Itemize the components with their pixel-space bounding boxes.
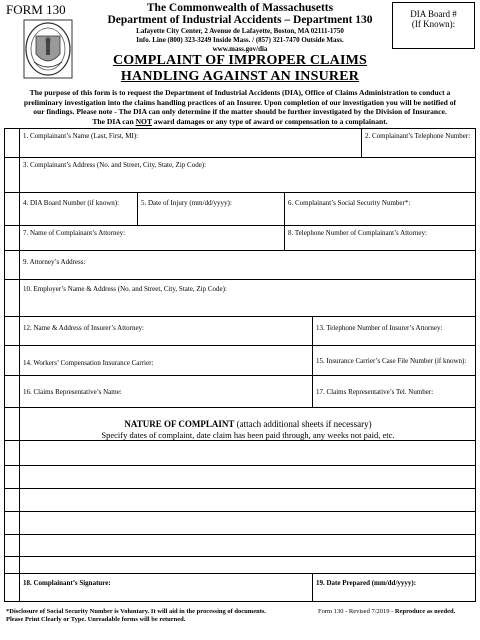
row-divider <box>4 316 476 317</box>
purpose-text: The DIA can <box>92 116 136 126</box>
column-divider <box>284 192 285 225</box>
dia-board-label-note: (If Known): <box>411 19 456 29</box>
row-divider <box>4 157 476 158</box>
date-of-injury-field[interactable]: 5. Date of Injury (mm/dd/yyyy): <box>141 199 232 207</box>
claims-rep-name-field[interactable]: 16. Claims Representative’s Name: <box>23 388 122 396</box>
dia-board-label: DIA Board # <box>410 9 457 19</box>
row-divider <box>4 407 476 408</box>
complainant-signature-field[interactable]: 18. Complainant’s Signature: <box>23 579 111 587</box>
department-phone: Info. Line (800) 323-3249 Inside Mass. / (857) 321-7470 Outside Mass. <box>136 36 344 44</box>
column-divider <box>284 225 285 250</box>
nature-of-complaint-instructions: Specify dates of complaint, date claim has been paid through, any weeks not paid, etc. <box>101 430 395 440</box>
purpose-statement <box>6 88 474 126</box>
margin-column-divider <box>19 128 20 602</box>
case-file-number-field[interactable]: 15. Insurance Carrier’s Case File Number (if known): <box>316 357 467 365</box>
form-number: FORM 130 <box>6 2 66 17</box>
row-divider <box>4 192 476 193</box>
row-divider <box>4 573 476 574</box>
column-divider <box>361 128 362 157</box>
nature-of-complaint-heading <box>20 419 476 429</box>
purpose-line: our findings. Please note - The DIA can only determine if the matter should be further investigated by the Division of Insurance. <box>33 107 447 117</box>
purpose-emphasis: NOT <box>135 116 152 126</box>
row-divider <box>4 534 476 535</box>
footer-disclosure <box>6 608 266 624</box>
row-divider <box>4 225 476 226</box>
row-divider <box>4 556 476 557</box>
department-website[interactable]: www.mass.gov/dia <box>212 45 268 53</box>
row-divider <box>4 250 476 251</box>
row-divider <box>4 279 476 280</box>
claims-rep-phone-field[interactable]: 17. Claims Representative’s Tel. Number: <box>316 388 434 396</box>
insurer-attorney-field[interactable]: 12. Name & Address of Insurer’s Attorney: <box>23 324 144 332</box>
revision-text: Form 130 - Revised 7/2019 - <box>318 608 395 615</box>
column-divider <box>312 316 313 407</box>
nature-title-note: (attach additional sheets if necessary) <box>234 419 372 429</box>
department-heading: Department of Industrial Accidents – Department 130 <box>107 14 373 26</box>
complainant-attorney-name-field[interactable]: 7. Name of Complainant’s Attorney: <box>23 229 126 237</box>
purpose-line: preliminary investigation into the claims handling practices of an Insurer. Upon completion of our investigation you will be notified of <box>23 97 457 107</box>
purpose-line: The purpose of this form is to request the Department of Industrial Accidents (DIA), Office of Claims Administration to conduct a <box>29 88 451 97</box>
row-divider <box>4 488 476 489</box>
row-divider <box>4 511 476 512</box>
department-address: Lafayette City Center, 2 Avenue de Lafayette, Boston, MA 02111-1750 <box>136 27 344 35</box>
footer-line: Please Print Clearly or Type. Unreadable forms will be returned. <box>6 616 186 623</box>
row-divider <box>4 345 476 346</box>
dia-board-number-field[interactable]: 4. DIA Board Number (if known): <box>23 199 120 207</box>
complainant-address-field[interactable]: 3. Complainant’s Address (No. and Street, City, State, Zip Code): <box>23 161 207 169</box>
commonwealth-heading: The Commonwealth of Massachusetts <box>146 2 334 14</box>
row-divider <box>4 375 476 376</box>
row-divider <box>4 440 476 441</box>
column-divider <box>312 573 313 602</box>
ssn-field[interactable]: 6. Complainant’s Social Security Number*: <box>288 199 411 207</box>
purpose-text: award damages or any type of award or compensation to a complainant. <box>151 116 388 126</box>
insurance-carrier-field[interactable]: 14. Workers’ Compensation Insurance Carrier: <box>23 359 154 367</box>
reproduce-note: Reproduce as needed. <box>394 608 456 615</box>
complainant-name-field[interactable]: 1. Complainant’s Name (Last, First, MI): <box>23 132 139 140</box>
form-title-line2: HANDLING AGAINST AN INSURER <box>120 69 360 84</box>
footer-revision <box>318 608 455 616</box>
employer-name-address-field[interactable]: 10. Employer’s Name & Address (No. and Street, City, State, Zip Code): <box>23 285 227 293</box>
complainant-phone-field[interactable]: 2. Complainant’s Telephone Number: <box>365 132 471 140</box>
column-divider <box>137 192 138 225</box>
date-prepared-field[interactable]: 19. Date Prepared (mm/dd/yyyy): <box>316 579 417 587</box>
complainant-attorney-phone-field[interactable]: 8. Telephone Number of Complainant’s Attorney: <box>288 229 427 237</box>
massachusetts-seal-icon <box>22 18 74 80</box>
purpose-line <box>6 117 474 127</box>
row-divider <box>4 465 476 466</box>
form-title-line1: COMPLAINT OF IMPROPER CLAIMS <box>112 53 368 68</box>
footer-line: *Disclosure of Social Security Number is Voluntary. It will aid in the processing of documents. <box>6 608 267 615</box>
attorney-address-field[interactable]: 9. Attorney’s Address: <box>23 258 86 266</box>
insurer-attorney-phone-field[interactable]: 13. Telephone Number of Insurer’s Attorney: <box>316 324 443 332</box>
nature-title-bold: NATURE OF COMPLAINT <box>124 419 235 429</box>
dia-board-number-box[interactable] <box>392 2 475 49</box>
